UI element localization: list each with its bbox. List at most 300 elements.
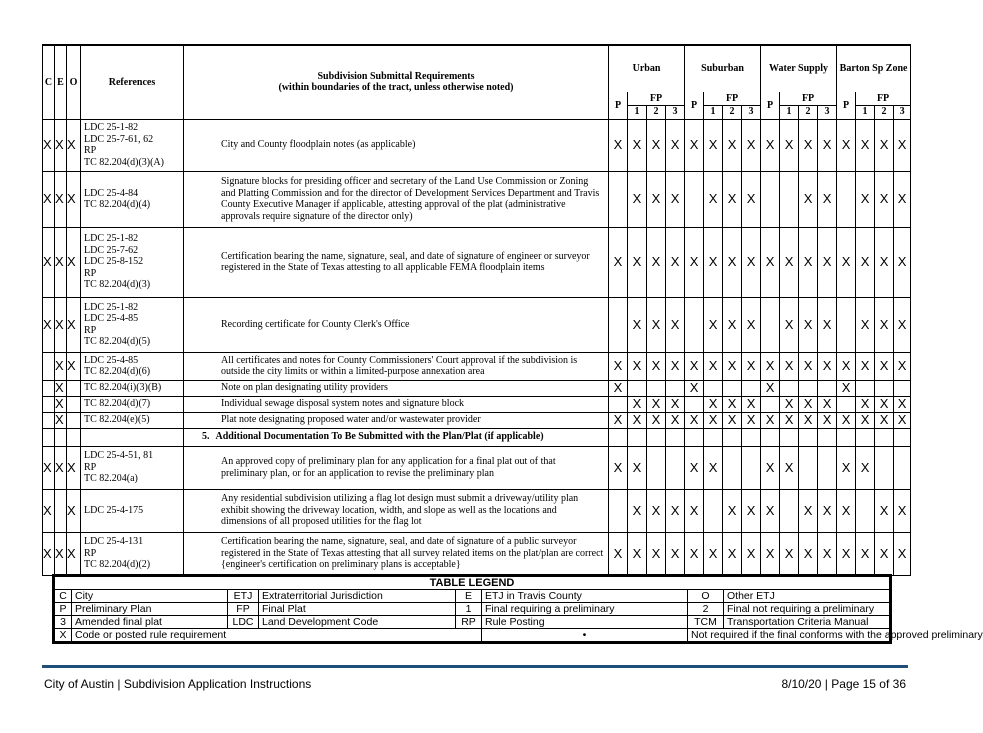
references-cell	[81, 227, 184, 297]
empty-cell	[856, 428, 875, 446]
section-title-text: Additional Documentation To Be Submitted with the Plan/Plat (if applicable)	[215, 431, 544, 443]
requirement-text: Certification bearing the name, signature, seal, and date of signature of a public surveyor registered in the State of Texas attesting that all survey related items on the plat/plan are correct {engineer's certification on preliminary plans is acceptable}	[184, 532, 609, 575]
mark-o	[67, 380, 81, 396]
references-cell	[81, 171, 184, 227]
requirement-mark: X	[894, 227, 911, 297]
requirement-mark: X	[647, 352, 666, 380]
legend-desc: Rule Posting	[482, 616, 688, 629]
table-row	[43, 446, 911, 489]
legend-desc: ETJ in Travis County	[482, 590, 688, 603]
req-header-line2: (within boundaries of the tract, unless otherwise noted)	[278, 82, 514, 94]
mark-c: X	[43, 446, 55, 489]
requirement-mark	[875, 380, 894, 396]
requirement-mark	[856, 380, 875, 396]
requirement-mark: X	[799, 489, 818, 532]
requirement-mark: X	[704, 352, 723, 380]
col-requirements	[184, 45, 609, 119]
col-sub-num: 3	[742, 105, 761, 119]
requirement-text: Individual sewage disposal system notes and signature block	[184, 396, 609, 412]
requirement-mark	[837, 396, 856, 412]
requirement-mark: X	[856, 532, 875, 575]
legend-desc: Final requiring a preliminary	[482, 603, 688, 616]
requirement-mark: X	[685, 489, 704, 532]
mark-c	[43, 396, 55, 412]
requirement-mark: X	[742, 297, 761, 352]
requirement-mark	[837, 171, 856, 227]
mark-e: X	[55, 380, 67, 396]
requirement-mark: X	[761, 412, 780, 428]
legend-row	[54, 603, 891, 616]
requirement-mark: X	[609, 380, 628, 396]
mark-o: X	[67, 489, 81, 532]
col-sub-num: 1	[780, 105, 799, 119]
requirement-mark: X	[818, 352, 837, 380]
col-sub-num: 3	[818, 105, 837, 119]
reference-line: LDC 25-7-62	[84, 244, 139, 256]
mark-e: X	[55, 396, 67, 412]
requirement-mark: X	[799, 412, 818, 428]
requirement-mark: X	[723, 489, 742, 532]
requirement-mark: X	[894, 297, 911, 352]
mark-c: X	[43, 119, 55, 171]
reference-line: LDC 25-4-51, 81	[84, 450, 154, 462]
requirement-mark: X	[628, 532, 647, 575]
requirement-mark: X	[875, 412, 894, 428]
requirement-mark: X	[780, 227, 799, 297]
requirement-mark: X	[780, 352, 799, 380]
requirement-mark: X	[723, 532, 742, 575]
requirement-mark: X	[685, 227, 704, 297]
requirement-mark: X	[875, 119, 894, 171]
requirement-mark: X	[894, 396, 911, 412]
requirement-mark: X	[609, 119, 628, 171]
requirement-mark: X	[666, 227, 685, 297]
mark-e: X	[55, 171, 67, 227]
requirement-text: Any residential subdivision utilizing a flag lot design must submit a driveway/utility plan exhibit showing the driveway location, width, and slope as well as the locations and dimensions of all proposed utilities for the flag lot	[184, 489, 609, 532]
requirement-mark	[818, 446, 837, 489]
requirement-mark: X	[761, 489, 780, 532]
zone-barton-springs: Barton Sp Zone	[837, 45, 911, 92]
requirement-mark: X	[856, 352, 875, 380]
mark-o	[67, 412, 81, 428]
reference-line: RP	[84, 461, 97, 473]
table-row	[43, 396, 911, 412]
mark-c: X	[43, 532, 55, 575]
requirement-mark: X	[856, 297, 875, 352]
mark-c: X	[43, 297, 55, 352]
requirement-mark: X	[742, 412, 761, 428]
mark-c	[43, 352, 55, 380]
requirement-mark: X	[875, 227, 894, 297]
requirement-mark	[609, 171, 628, 227]
requirement-mark: X	[799, 532, 818, 575]
requirement-mark: X	[837, 119, 856, 171]
requirement-mark	[647, 380, 666, 396]
requirement-mark: X	[856, 446, 875, 489]
mark-o: X	[67, 446, 81, 489]
mark-o: X	[67, 171, 81, 227]
requirement-mark: X	[647, 396, 666, 412]
reference-line: TC 82.204(a)	[84, 473, 138, 485]
requirement-mark: X	[609, 352, 628, 380]
col-sub-num: 3	[666, 105, 685, 119]
legend-code: 3	[54, 616, 72, 629]
requirement-mark: X	[818, 489, 837, 532]
empty-cell	[742, 428, 761, 446]
requirement-mark: X	[875, 352, 894, 380]
references-cell	[81, 532, 184, 575]
requirement-mark	[609, 396, 628, 412]
requirement-mark	[647, 446, 666, 489]
requirement-mark	[856, 489, 875, 532]
mark-o: X	[67, 532, 81, 575]
reference-line: TC 82.204(i)(3)(B)	[84, 382, 162, 394]
footer-title: City of Austin | Subdivision Application Instructions	[44, 677, 312, 691]
requirement-mark: X	[647, 171, 666, 227]
col-sub-num: 1	[628, 105, 647, 119]
reference-line: TC 82.204(e)(5)	[84, 414, 150, 426]
mark-c	[43, 412, 55, 428]
legend-desc: Code or posted rule requirement	[72, 629, 482, 643]
requirement-mark: X	[704, 396, 723, 412]
legend-desc: Final not requiring a preliminary	[724, 603, 891, 616]
table-row	[43, 171, 911, 227]
mark-c: X	[43, 171, 55, 227]
col-fp: FP	[780, 92, 837, 105]
requirement-mark: X	[666, 171, 685, 227]
reference-line: RP	[84, 547, 97, 559]
requirement-mark: X	[799, 297, 818, 352]
requirement-mark: X	[742, 532, 761, 575]
empty-cell	[723, 428, 742, 446]
reference-line: LDC 25-1-82	[84, 233, 139, 245]
zone-urban: Urban	[609, 45, 685, 92]
col-p: P	[761, 92, 780, 119]
requirement-mark	[761, 396, 780, 412]
requirement-mark: X	[647, 489, 666, 532]
requirement-mark: X	[742, 171, 761, 227]
requirement-mark: X	[628, 119, 647, 171]
legend-code: 2	[688, 603, 724, 616]
requirement-mark: X	[742, 352, 761, 380]
requirement-mark: X	[856, 171, 875, 227]
requirement-mark: X	[685, 119, 704, 171]
empty-cell	[55, 428, 67, 446]
mark-c	[43, 380, 55, 396]
requirement-mark: X	[837, 352, 856, 380]
reference-line: TC 82.204(d)(7)	[84, 398, 151, 410]
col-e: E	[55, 45, 67, 119]
requirement-mark: X	[799, 227, 818, 297]
references-cell	[81, 489, 184, 532]
requirement-mark: X	[723, 119, 742, 171]
requirement-mark	[742, 446, 761, 489]
requirement-mark: X	[628, 227, 647, 297]
requirement-mark: X	[666, 489, 685, 532]
empty-cell	[704, 428, 723, 446]
requirement-mark: X	[780, 446, 799, 489]
empty-cell	[647, 428, 666, 446]
mark-e: X	[55, 446, 67, 489]
requirement-mark: X	[666, 352, 685, 380]
mark-e: X	[55, 352, 67, 380]
requirement-mark: X	[761, 532, 780, 575]
empty-cell	[609, 428, 628, 446]
requirement-mark: X	[799, 396, 818, 412]
requirement-mark: X	[666, 119, 685, 171]
requirement-mark: X	[799, 119, 818, 171]
reference-line: TC 82.204(d)(5)	[84, 336, 151, 347]
col-sub-num: 3	[894, 105, 911, 119]
col-o: O	[67, 45, 81, 119]
requirement-mark: X	[856, 412, 875, 428]
requirement-mark: X	[761, 446, 780, 489]
table-body	[43, 119, 911, 575]
reference-line: LDC 25-4-131	[84, 536, 144, 548]
requirement-mark: X	[704, 119, 723, 171]
requirement-mark: X	[685, 380, 704, 396]
table-row	[43, 297, 911, 352]
requirement-mark: X	[818, 532, 837, 575]
requirement-mark: X	[742, 396, 761, 412]
requirement-mark: X	[647, 119, 666, 171]
requirement-mark: X	[799, 171, 818, 227]
requirement-mark: X	[628, 489, 647, 532]
mark-o: X	[67, 297, 81, 352]
section-header-row	[43, 428, 911, 446]
requirement-mark: X	[647, 297, 666, 352]
mark-c: X	[43, 489, 55, 532]
requirement-mark: X	[704, 297, 723, 352]
requirement-mark: X	[856, 227, 875, 297]
requirement-mark: X	[875, 396, 894, 412]
requirement-mark: X	[837, 380, 856, 396]
empty-cell	[837, 428, 856, 446]
requirement-mark	[875, 446, 894, 489]
requirement-mark	[685, 297, 704, 352]
requirement-mark: X	[666, 412, 685, 428]
requirement-mark: X	[628, 352, 647, 380]
reference-line: LDC 25-4-85	[84, 313, 139, 324]
references-cell	[81, 352, 184, 380]
col-sub-num: 2	[875, 105, 894, 119]
requirement-mark: X	[723, 352, 742, 380]
requirement-mark: X	[704, 171, 723, 227]
empty-cell	[875, 428, 894, 446]
requirement-mark: X	[818, 297, 837, 352]
references-cell	[81, 297, 184, 352]
requirement-mark	[666, 380, 685, 396]
legend-row	[54, 616, 891, 629]
references-cell	[81, 412, 184, 428]
reference-line: TC 82.204(d)(2)	[84, 559, 151, 571]
requirement-text: An approved copy of preliminary plan for any application for a final plat out of that preliminary plan, or for an application to revise the preliminary plan	[184, 446, 609, 489]
zone-suburban: Suburban	[685, 45, 761, 92]
mark-o: X	[67, 352, 81, 380]
legend-code: RP	[456, 616, 482, 629]
requirement-mark: X	[628, 446, 647, 489]
reference-line: TC 82.204(d)(6)	[84, 366, 151, 377]
zone-water-supply: Water Supply	[761, 45, 837, 92]
requirement-mark: X	[837, 489, 856, 532]
legend-desc: Extraterritorial Jurisdiction	[259, 590, 456, 603]
requirement-mark	[780, 380, 799, 396]
requirement-text: Recording certificate for County Clerk's Office	[184, 297, 609, 352]
legend-row	[54, 590, 891, 603]
requirement-mark	[704, 489, 723, 532]
requirement-mark	[799, 380, 818, 396]
requirement-mark: X	[894, 352, 911, 380]
reference-line: RP	[84, 267, 97, 279]
mark-c: X	[43, 227, 55, 297]
requirement-mark: X	[856, 396, 875, 412]
references-cell	[81, 380, 184, 396]
legend-desc: Other ETJ	[724, 590, 891, 603]
reference-line: LDC 25-4-175	[84, 504, 144, 516]
requirement-mark: X	[685, 352, 704, 380]
legend-code: X	[54, 629, 72, 643]
requirement-mark	[780, 489, 799, 532]
requirement-text: Plat note designating proposed water and/or wastewater provider	[184, 412, 609, 428]
requirement-mark: X	[818, 396, 837, 412]
requirement-text: City and County floodplain notes (as applicable)	[184, 119, 609, 171]
section-title	[184, 428, 609, 446]
requirement-mark: X	[628, 297, 647, 352]
reference-line: LDC 25-4-84	[84, 187, 139, 199]
requirement-mark: X	[818, 171, 837, 227]
requirement-mark: X	[704, 532, 723, 575]
requirement-mark	[666, 446, 685, 489]
table-row	[43, 412, 911, 428]
mark-e	[55, 489, 67, 532]
col-p: P	[837, 92, 856, 119]
requirement-mark	[628, 380, 647, 396]
legend-row	[54, 629, 891, 643]
requirement-text: Note on plan designating utility providers	[184, 380, 609, 396]
requirement-mark	[723, 380, 742, 396]
empty-cell	[799, 428, 818, 446]
requirement-text: Signature blocks for presiding officer and secretary of the Land Use Commission or Zoning and Platting Commission and for the director of Development Services Department and Travis County Executive Manager if applicable, attesting approval of the plat (administrative approvals require signature of the director only)	[184, 171, 609, 227]
requirement-mark: X	[628, 412, 647, 428]
requirement-mark: X	[723, 171, 742, 227]
requirement-mark: X	[609, 412, 628, 428]
mark-e: X	[55, 227, 67, 297]
requirement-mark: X	[723, 297, 742, 352]
empty-cell	[67, 428, 81, 446]
requirement-mark: X	[856, 119, 875, 171]
requirement-mark: X	[704, 412, 723, 428]
requirement-mark	[742, 380, 761, 396]
legend-desc: City	[72, 590, 228, 603]
legend-code: 1	[456, 603, 482, 616]
mark-e: X	[55, 532, 67, 575]
empty-cell	[780, 428, 799, 446]
requirement-mark: X	[742, 227, 761, 297]
col-references: References	[81, 45, 184, 119]
requirement-mark	[761, 171, 780, 227]
empty-cell	[818, 428, 837, 446]
reference-line: LDC 25-4-85	[84, 354, 139, 366]
legend-code: FP	[228, 603, 259, 616]
legend-desc: Preliminary Plan	[72, 603, 228, 616]
requirement-mark: X	[609, 532, 628, 575]
requirement-mark: X	[742, 119, 761, 171]
legend-title: TABLE LEGEND	[54, 576, 891, 590]
legend-desc: Transportation Criteria Manual	[724, 616, 891, 629]
requirement-mark: X	[780, 119, 799, 171]
requirements-table	[42, 44, 911, 576]
requirement-mark: X	[875, 489, 894, 532]
empty-cell	[666, 428, 685, 446]
table-legend	[52, 574, 983, 644]
table-row	[43, 227, 911, 297]
references-cell	[81, 119, 184, 171]
empty-cell	[81, 428, 184, 446]
reference-line: TC 82.204(d)(3)	[84, 279, 151, 291]
requirement-mark	[685, 396, 704, 412]
references-cell	[81, 446, 184, 489]
requirement-mark: X	[761, 119, 780, 171]
legend-code: LDC	[228, 616, 259, 629]
reference-line: LDC 25-8-152	[84, 256, 144, 268]
requirement-mark: X	[685, 412, 704, 428]
requirement-mark	[818, 380, 837, 396]
requirement-mark: X	[837, 446, 856, 489]
col-sub-num: 2	[723, 105, 742, 119]
requirement-mark: X	[666, 297, 685, 352]
requirement-text: All certificates and notes for County Commissioners' Court approval if the subdivision is outside the city limits or within a limited-purpose annexation area	[184, 352, 609, 380]
requirement-mark: X	[780, 396, 799, 412]
empty-cell	[685, 428, 704, 446]
requirement-mark: X	[875, 532, 894, 575]
col-fp: FP	[704, 92, 761, 105]
requirement-mark: X	[723, 412, 742, 428]
requirement-mark: X	[875, 297, 894, 352]
requirement-mark: X	[761, 380, 780, 396]
table-row	[43, 119, 911, 171]
requirement-mark: X	[894, 489, 911, 532]
requirement-mark: X	[666, 532, 685, 575]
col-p: P	[685, 92, 704, 119]
legend-code: ETJ	[228, 590, 259, 603]
table-row	[43, 489, 911, 532]
col-fp: FP	[856, 92, 911, 105]
requirement-mark: X	[647, 532, 666, 575]
requirement-mark: X	[704, 446, 723, 489]
legend-code: E	[456, 590, 482, 603]
col-sub-num: 2	[799, 105, 818, 119]
legend-code: TCM	[688, 616, 724, 629]
requirement-mark: X	[704, 227, 723, 297]
requirement-mark: X	[894, 171, 911, 227]
table-row	[43, 352, 911, 380]
reference-line: RP	[84, 145, 97, 156]
requirement-mark: X	[723, 227, 742, 297]
col-fp: FP	[628, 92, 685, 105]
requirement-mark	[799, 446, 818, 489]
requirement-mark: X	[647, 227, 666, 297]
requirement-mark: X	[666, 396, 685, 412]
reference-line: TC 82.204(d)(4)	[84, 199, 151, 210]
mark-e: X	[55, 119, 67, 171]
col-sub-num: 1	[704, 105, 723, 119]
requirement-mark: X	[685, 446, 704, 489]
requirement-mark: X	[780, 297, 799, 352]
requirement-mark: X	[742, 489, 761, 532]
table-header	[43, 45, 911, 119]
col-p: P	[609, 92, 628, 119]
requirement-mark: X	[799, 352, 818, 380]
